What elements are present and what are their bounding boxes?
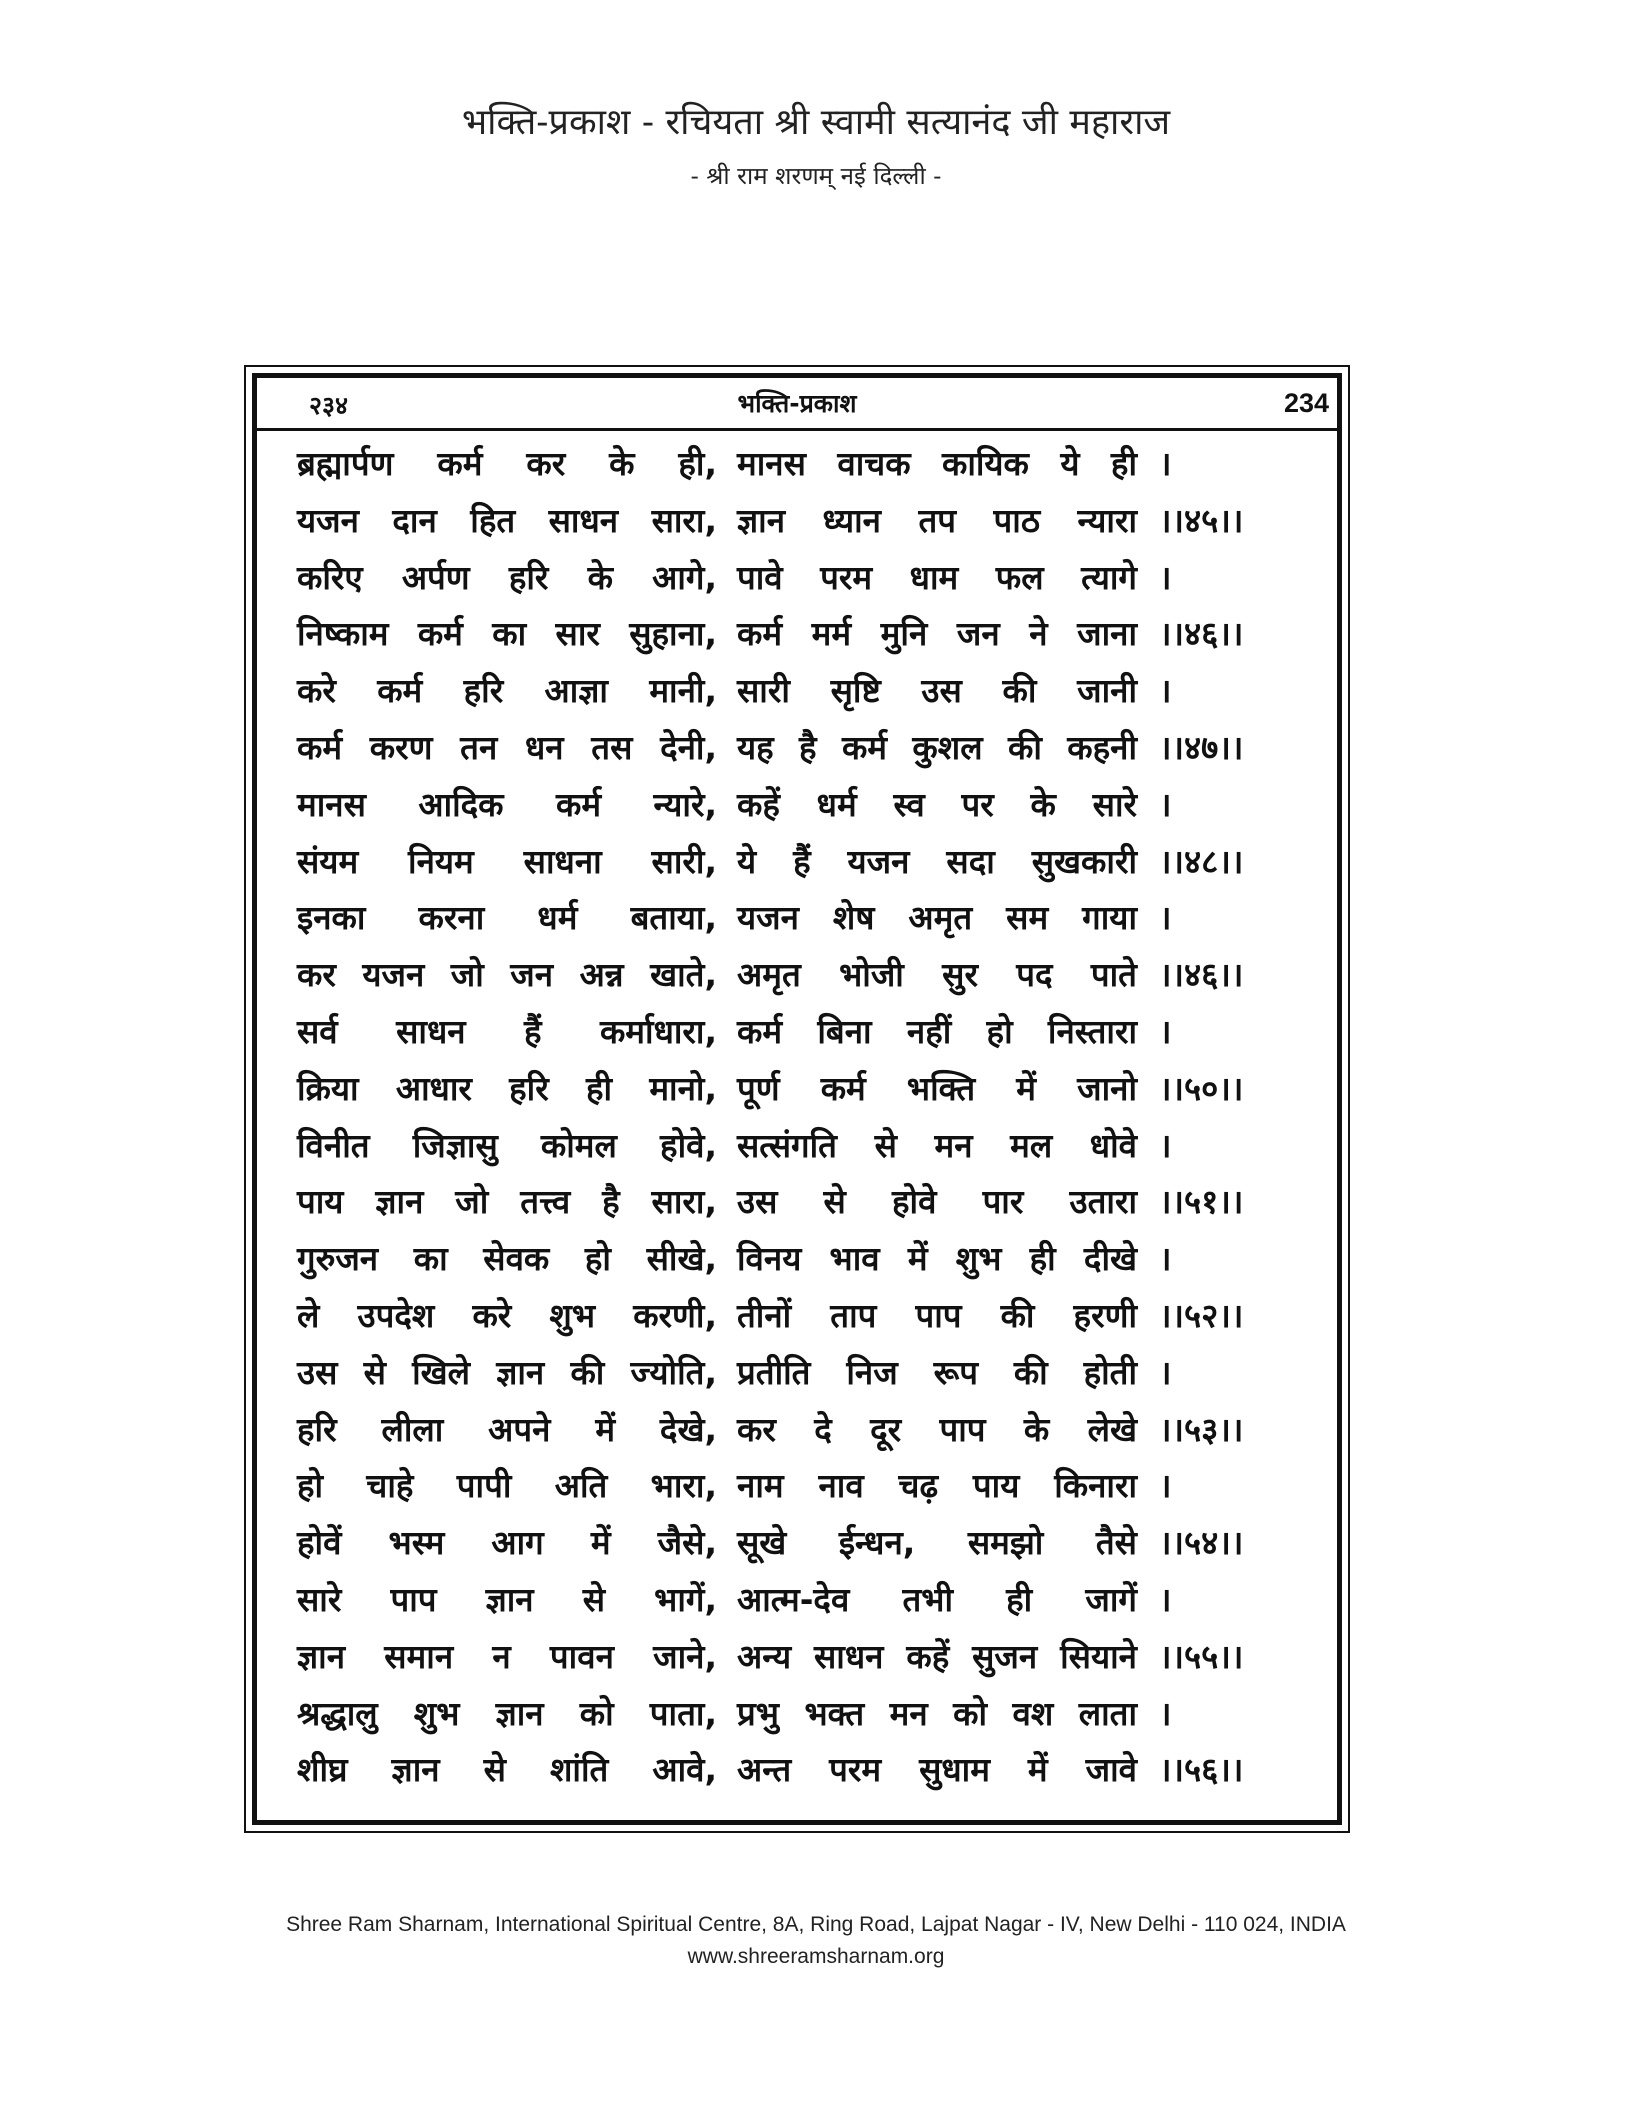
verse-first-half: विनीत जिज्ञासु कोमल होवे, (297, 1125, 717, 1165)
verse-line (297, 493, 1325, 550)
verse-line (297, 1061, 1325, 1118)
verse-number-mark: ।।५३।। (1159, 1409, 1244, 1449)
verse-line (297, 1118, 1325, 1175)
verse-second-half: सूखे ईन्धन, समझो तैसे (737, 1523, 1137, 1563)
verse-second-half: नाम नाव चढ़ पाय किनारा (737, 1466, 1137, 1506)
verse-second-half: पूर्ण कर्म भक्ति में जानो (737, 1068, 1137, 1108)
scripture-page-inner-border (252, 373, 1342, 1825)
verse-second-half: उस से होवे पार उतारा (737, 1182, 1137, 1222)
verse-line (297, 834, 1325, 891)
verse-second-half: मानस वाचक कायिक ये ही (737, 444, 1137, 483)
footer-address: Shree Ram Sharnam, International Spiritual Centre, 8A, Ring Road, Lajpat Nagar - IV, New Delhi - 110 024, INDIA (286, 1913, 1346, 1936)
verse-line (297, 1402, 1325, 1459)
verse-second-half: आत्म-देव तभी ही जागें (737, 1579, 1137, 1619)
verse-number-mark: । (1159, 557, 1172, 597)
verse-number-mark: ।।५५।। (1159, 1636, 1244, 1676)
verse-second-half: कर्म मर्म मुनि जन ने जाना (737, 614, 1137, 654)
verse-first-half: पाय ज्ञान जो तत्त्व है सारा, (297, 1182, 717, 1222)
verse-first-half: कर यजन जो जन अन्न खाते, (297, 955, 717, 995)
verse-number-mark: । (1159, 784, 1172, 824)
scripture-page-frame (244, 365, 1350, 1833)
verse-first-half: शीघ्र ज्ञान से शांति आवे, (297, 1750, 717, 1790)
verse-line (297, 663, 1325, 720)
verse-list (297, 436, 1325, 1799)
verse-second-half: कहें धर्म स्व पर के सारे (737, 784, 1137, 824)
verse-first-half: ले उपदेश करे शुभ करणी, (297, 1295, 717, 1335)
verse-second-half: तीनों ताप पाप की हरणी (737, 1295, 1137, 1335)
page-number-devanagari: २३४ (309, 391, 349, 420)
verse-line (297, 1345, 1325, 1402)
book-title: भक्ति-प्रकाश - रचियता श्री स्वामी सत्यानंद जी महाराज (461, 102, 1171, 143)
verse-line (297, 1174, 1325, 1231)
verse-second-half: अन्य साधन कहें सुजन सियाने (737, 1636, 1137, 1676)
verse-first-half: निष्काम कर्म का सार सुहाना, (297, 614, 717, 654)
verse-number-mark: ।।५१।। (1159, 1182, 1244, 1222)
verse-first-half: सारे पाप ज्ञान से भागें, (297, 1579, 717, 1619)
verse-first-half: संयम नियम साधना सारी, (297, 841, 717, 881)
verse-second-half: अन्त परम सुधाम में जावे (737, 1750, 1137, 1790)
verse-second-half: यह है कर्म कुशल की कहनी (737, 727, 1137, 767)
verse-line (297, 606, 1325, 663)
verse-second-half: प्रतीति निज रूप की होती (737, 1352, 1137, 1392)
verse-line (297, 1004, 1325, 1061)
verse-number-mark: ।।५६।। (1159, 1750, 1244, 1790)
verse-first-half: करिए अर्पण हरि के आगे, (297, 557, 717, 597)
verse-second-half: यजन शेष अमृत सम गाया (737, 898, 1137, 938)
verse-number-mark: ।।४६।। (1159, 955, 1244, 995)
verse-first-half: यजन दान हित साधन सारा, (297, 500, 717, 540)
verse-second-half: विनय भाव में शुभ ही दीखे (737, 1239, 1137, 1279)
verse-second-half: कर्म बिना नहीं हो निस्तारा (737, 1011, 1137, 1051)
verse-number-mark: । (1159, 1579, 1172, 1619)
verse-first-half: श्रद्धालु शुभ ज्ञान को पाता, (297, 1693, 717, 1733)
verse-first-half: सर्व साधन हैं कर्माधारा, (297, 1011, 717, 1051)
verse-second-half: कर दे दूर पाप के लेखे (737, 1409, 1137, 1449)
running-title: भक्ति-प्रकाश (737, 389, 857, 418)
verse-line (297, 1629, 1325, 1686)
verse-number-mark: । (1159, 1125, 1172, 1165)
verse-line (297, 1572, 1325, 1629)
verse-second-half: ये हैं यजन सदा सुखकारी (737, 841, 1137, 881)
verse-second-half: प्रभु भक्त मन को वश लाता (737, 1693, 1137, 1733)
verse-number-mark: । (1159, 1011, 1172, 1051)
verse-number-mark: । (1159, 898, 1172, 938)
verse-line (297, 550, 1325, 607)
verse-second-half: ज्ञान ध्यान तप पाठ न्यारा (737, 500, 1137, 540)
verse-number-mark: । (1159, 1693, 1172, 1733)
verse-second-half: पावे परम धाम फल त्यागे (737, 557, 1137, 597)
verse-number-mark: । (1159, 1466, 1172, 1506)
verse-first-half: उस से खिले ज्ञान की ज्योति, (297, 1352, 717, 1392)
verse-first-half: गुरुजन का सेवक हो सीखे, (297, 1239, 717, 1279)
verse-first-half: करे कर्म हरि आज्ञा मानी, (297, 671, 717, 711)
verse-first-half: ज्ञान समान न पावन जाने, (297, 1636, 717, 1676)
footer-website: www.shreeramsharnam.org (687, 1945, 945, 1968)
verse-line (297, 890, 1325, 947)
verse-line (297, 720, 1325, 777)
verse-number-mark: । (1159, 671, 1172, 711)
verse-number-mark: ।।५०।। (1159, 1068, 1244, 1108)
verse-line (297, 1231, 1325, 1288)
publisher-line: - श्री राम शरणम् नई दिल्ली - (690, 162, 942, 190)
verse-first-half: कर्म करण तन धन तस देनी, (297, 727, 717, 767)
verse-line (297, 1288, 1325, 1345)
verse-first-half: ब्रह्मार्पण कर्म कर के ही, (297, 444, 717, 483)
verse-line (297, 777, 1325, 834)
verse-line (297, 1686, 1325, 1743)
verse-first-half: इनका करना धर्म बताया, (297, 898, 717, 938)
verse-number-mark: ।।४७।। (1159, 727, 1244, 767)
verse-first-half: होवें भस्म आग में जैसे, (297, 1523, 717, 1563)
verse-second-half: सत्संगति से मन मल धोवे (737, 1125, 1137, 1165)
page-number-arabic: 234 (1283, 388, 1329, 418)
document-footer (0, 1909, 1632, 1973)
verse-second-half: सारी सृष्टि उस की जानी (737, 671, 1137, 711)
verse-line (297, 1742, 1325, 1799)
verse-number-mark: । (1159, 1352, 1172, 1392)
verse-second-half: अमृत भोजी सुर पद पाते (737, 955, 1137, 995)
verse-line (297, 947, 1325, 1004)
verse-number-mark: ।।५४।। (1159, 1523, 1244, 1563)
verse-number-mark: ।।४६।। (1159, 614, 1244, 654)
verse-first-half: हो चाहे पापी अति भारा, (297, 1466, 717, 1506)
document-header (0, 96, 1632, 192)
verse-number-mark: । (1159, 1239, 1172, 1279)
verse-number-mark: ।।४५।। (1159, 500, 1244, 540)
verse-line (297, 436, 1325, 493)
verse-number-mark: । (1159, 444, 1172, 483)
verse-first-half: क्रिया आधार हरि ही मानो, (297, 1068, 717, 1108)
verse-number-mark: ।।४८।। (1159, 841, 1244, 881)
verse-first-half: मानस आदिक कर्म न्यारे, (297, 784, 717, 824)
verse-line (297, 1458, 1325, 1515)
verse-line (297, 1515, 1325, 1572)
verse-number-mark: ।।५२।। (1159, 1295, 1244, 1335)
page-running-head (257, 378, 1337, 431)
verse-first-half: हरि लीला अपने में देखे, (297, 1409, 717, 1449)
